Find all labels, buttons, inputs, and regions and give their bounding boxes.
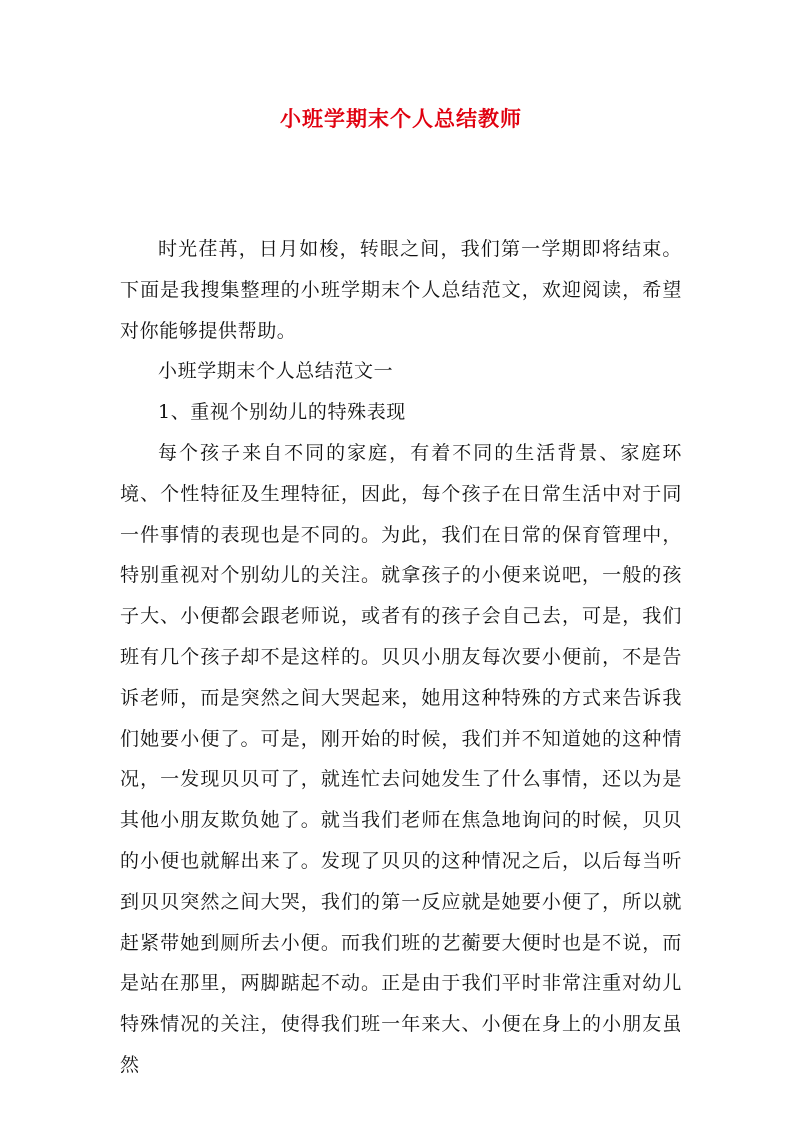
- subsection-heading: 1、重视个别幼儿的特殊表现: [158, 401, 406, 424]
- document-title: 小班学期末个人总结教师: [280, 106, 522, 131]
- section-heading: 小班学期末个人总结范文一: [158, 360, 394, 383]
- intro-paragraph: 时光荏苒，日月如梭，转眼之间，我们第一学期即将结束。下面是我搜集整理的小班学期末个人总结范文，欢迎阅读，希望对你能够提供帮助。: [120, 238, 682, 342]
- document-body: [120, 229, 682, 1086]
- body-paragraph: 每个孩子来自不同的家庭，有着不同的生活背景、家庭环境、个性特征及生理特征，因此，每个孩子在日常生活中对于同一件事情的表现也是不同的。为此，我们在日常的保育管理中，特别重视对个别幼儿的关注。就拿孩子的小便来说吧，一般的孩子大、小便都会跟老师说，或者有的孩子会自己去，可是，我们班有几个孩子却不是这样的。贝贝小朋友每次要小便前，不是告诉老师，而是突然之间大哭起来，她用这种特殊的方式来告诉我们她要小便了。可是，刚开始的时候，我们并不知道她的这种情况，一发现贝贝可了，就连忙去问她发生了什么事情，还以为是其他小朋友欺负她了。就当我们老师在焦急地询问的时候，贝贝的小便也就解出来了。发现了贝贝的这种情况之后，以后每当听到贝贝突然之间大哭，我们的第一反应就是她要小便了，所以就赶紧带她到厕所去小便。而我们班的艺蘅要大便时也是不说，而是站在那里，两脚踮起不动。正是由于我们平时非常注重对幼儿特殊情况的关注，使得我们班一年来大、小便在身上的小朋友虽然: [120, 441, 682, 1076]
